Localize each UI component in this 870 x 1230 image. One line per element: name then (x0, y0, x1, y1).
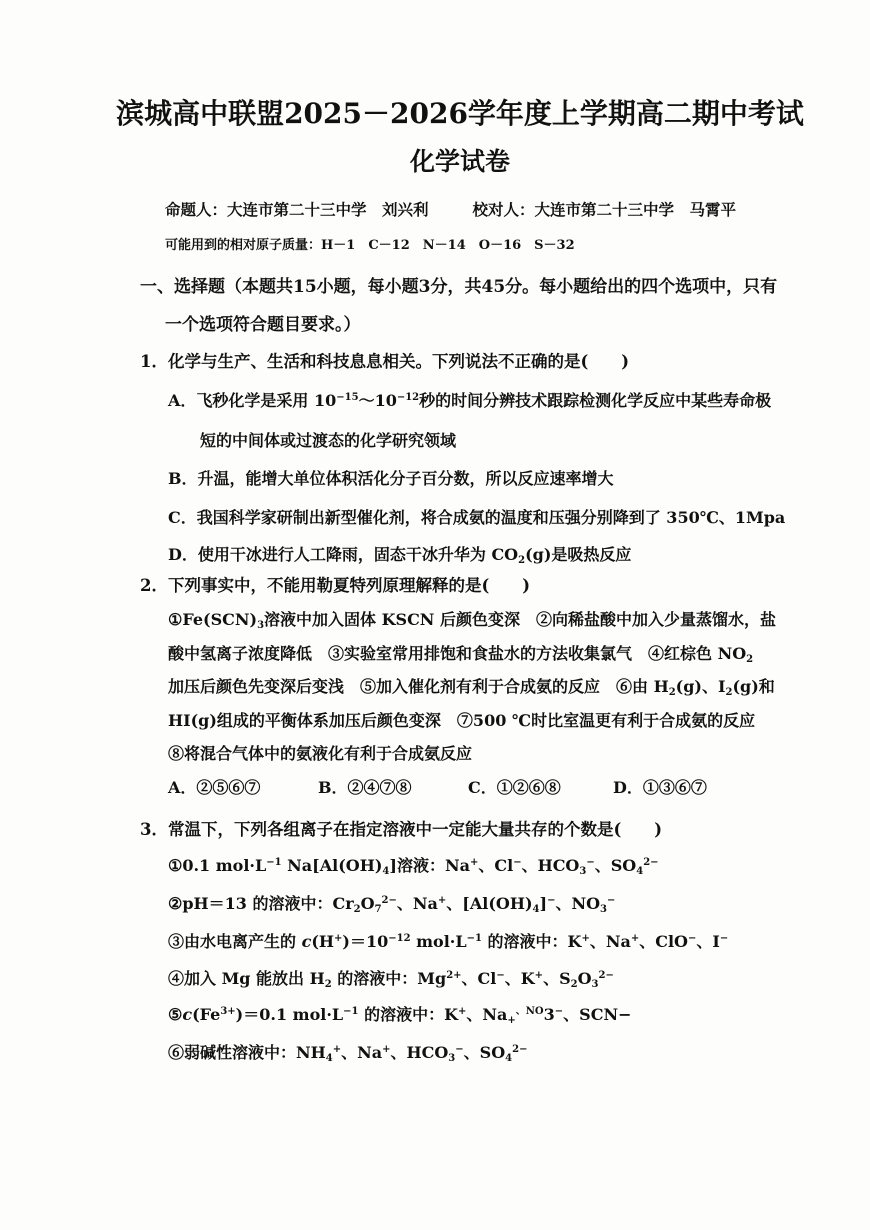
q3-item-1: ①0.1 $mol\cdot L^{-1}$ $Na[Al(OH)_4]$溶液：Na+、Cl−、$HCO_3^-$、$SO_4^{2-}$ (168, 856, 659, 877)
q3-item-3: ③由水电离产生的 $c(H^+)=10^{-12}$ $mol\cdot L^{-1}$ 的溶液中：K+、Na+、ClO−、I− (168, 932, 729, 951)
q2-line2: 酸中氢离子浓度降低 ③实验室常用排饱和食盐水的方法收集氯气 ④红棕色 $NO_2$ (168, 644, 754, 665)
q1-stem: 1．化学与生产、生活和科技息息相关。下列说法不正确的是( ) (140, 352, 630, 371)
atomic-masses: 可能用到的相对原子质量：H－1 C－12 N－14 O－16 S－32 (165, 238, 575, 253)
q2-line4: HI(g)组成的平衡体系加压后颜色变深 ⑦500 ℃时比室温更有利于合成氨的反应 (168, 711, 756, 730)
exam-title: 滨城高中联盟2025－2026学年度上学期高二期中考试 (116, 97, 804, 130)
section-heading-line1: 一、选择题（本题共15小题，每小题3分，共45分。每小题给出的四个选项中，只有 (140, 277, 778, 297)
q2-choices (168, 775, 707, 798)
q1-option-b: B．升温，能增大单位体积活化分子百分数，所以反应速率增大 (168, 469, 614, 488)
checker: 校对人：大连市第二十三中学 马霄平 (472, 200, 737, 219)
q1-option-a-cont: 短的中间体或过渡态的化学研究领域 (200, 431, 457, 450)
q3-stem: 3．常温下，下列各组离子在指定溶液中一定能大量共存的个数是( ) (140, 820, 663, 839)
q3-item-5: $⑤c(Fe^{3+})=0.1$ $mol\cdot L^{-1}$ 的溶液中：K+、$Na_+^{、NO}3^-$、SCN− (168, 1005, 632, 1026)
q2-line5: ⑧将混合气体中的氨液化有利于合成氨反应 (168, 744, 473, 763)
q2-choice-d: D．①③⑥⑦ (613, 778, 707, 797)
q3-item-6: ⑥弱碱性溶液中：$NH_4^+$、Na+、$HCO_3^-$、$SO_4^{2-}$ (168, 1043, 528, 1064)
exam-subtitle: 化学试卷 (409, 147, 510, 176)
q3-item-4: ④加入 Mg 能放出 $H_2$ 的溶液中：$Mg^{2+}$、Cl−、K+、$S_2O_3^{2-}$ (168, 969, 614, 990)
q1-option-a: A．飞秒化学是采用 $10^{-15}\sim 10^{-12}$秒的时间分辨技术跟踪检测化学反应中某些寿命极 (168, 391, 772, 410)
section-heading-line2: 一个选项符合题目要求。） (165, 315, 361, 335)
q1-option-d: D．使用干冰进行人工降雨，固态干冰升华为 $CO_2(g)$是吸热反应 (168, 545, 632, 566)
q2-stem: 2．下列事实中，不能用勒夏特列原理解释的是( ) (140, 576, 531, 595)
q2-choice-b: B．②④⑦⑧ (318, 778, 412, 797)
authors-line (165, 198, 736, 220)
q2-line1: $①Fe(SCN)_3$溶液中加入固体 KSCN 后颜色变深 ②向稀盐酸中加入少量蒸馏水，盐 (168, 610, 776, 631)
q1-option-c: C．我国科学家研制出新型催化剂，将合成氨的温度和压强分别降到了 350℃、1Mpa (168, 508, 786, 527)
setter: 命题人：大连市第二十三中学 刘兴利 (165, 200, 429, 219)
q3-item-2: ②pH＝13 的溶液中：$Cr_2O_7^{2-}$、Na+、$[Al(OH)_4]^-$、$NO_3^-$ (168, 894, 616, 915)
q2-line3: 加压后颜色先变深后变浅 ⑤加入催化剂有利于合成氨的反应 ⑥由 $H_2(g)$、$I_2(g)$和 (168, 677, 775, 698)
q2-choice-a: A．②⑤⑥⑦ (168, 778, 261, 797)
q2-choice-c: C．①②⑥⑧ (468, 778, 561, 797)
